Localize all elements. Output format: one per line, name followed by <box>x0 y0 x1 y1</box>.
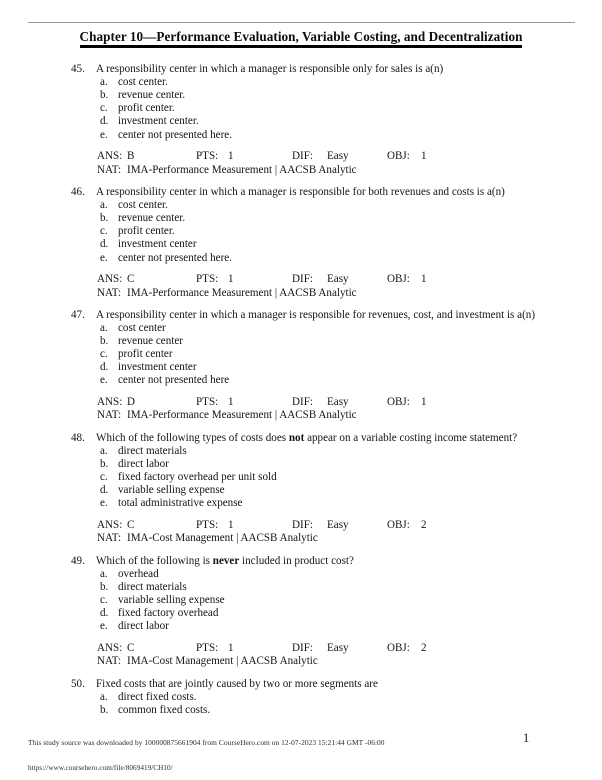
answer-option-letter: a. <box>100 322 108 335</box>
answer-option[interactable] <box>0 102 602 115</box>
answer-option-text: profit center. <box>118 102 175 115</box>
question-number: 48. <box>71 431 85 444</box>
difficulty-label: DIF: <box>292 273 313 286</box>
points-label: PTS: <box>196 150 219 163</box>
answer-option-letter: b. <box>100 458 109 471</box>
answer-option-text: profit center <box>118 348 173 361</box>
question-number: 45. <box>71 63 85 75</box>
nat-label: NAT: <box>97 163 122 176</box>
metadata-row-national-standard <box>0 287 602 300</box>
answer-label: ANS: <box>97 150 123 163</box>
answer-value: C <box>127 519 135 532</box>
nat-label: NAT: <box>97 655 122 668</box>
difficulty-label: DIF: <box>292 641 313 654</box>
nat-value: IMA-Performance Measurement | AACSB Analytic <box>127 286 357 299</box>
nat-label: NAT: <box>97 286 122 299</box>
answer-option-text: common fixed costs. <box>118 704 211 717</box>
answer-option-text: direct fixed costs. <box>118 690 197 703</box>
answer-option[interactable] <box>0 212 602 225</box>
difficulty-label: DIF: <box>292 519 313 532</box>
question-text: Which of the following is never included in product cost? <box>96 554 354 567</box>
answer-option-text: cost center. <box>118 76 168 89</box>
answer-option-text: profit center. <box>118 225 175 238</box>
answer-option[interactable] <box>0 129 602 142</box>
question-number: 47. <box>71 308 85 321</box>
points-value: 1 <box>228 150 234 163</box>
answer-option[interactable] <box>0 322 602 335</box>
page-title-text: Chapter 10—Performance Evaluation, Variable Costing, and Decentralization <box>80 29 523 48</box>
points-value: 1 <box>228 519 234 532</box>
objective-value: 1 <box>421 396 427 409</box>
objective-value: 2 <box>421 519 427 532</box>
answer-option[interactable] <box>0 497 602 510</box>
answer-option-letter: a. <box>100 690 108 703</box>
objective-value: 1 <box>421 273 427 286</box>
question-number: 50. <box>71 677 85 690</box>
difficulty-label: DIF: <box>292 150 313 163</box>
question-stem-row <box>0 555 602 568</box>
answer-option-letter: a. <box>100 568 108 581</box>
points-label: PTS: <box>196 273 219 286</box>
question-stem-row <box>0 309 602 322</box>
answer-option-letter: b. <box>100 212 109 225</box>
answer-option[interactable] <box>0 374 602 387</box>
metadata-row-national-standard <box>0 409 602 422</box>
answer-option-letter: d. <box>100 484 109 497</box>
answer-option-letter: a. <box>100 76 108 89</box>
answer-option[interactable] <box>0 238 602 251</box>
answer-option-text: investment center <box>118 238 197 251</box>
answer-option[interactable] <box>0 581 602 594</box>
question-list <box>0 63 602 726</box>
answer-option-text: investment center <box>118 361 197 374</box>
nat-value: IMA-Cost Management | AACSB Analytic <box>127 655 318 668</box>
question-metadata <box>0 519 602 546</box>
answer-value: D <box>127 396 136 409</box>
answer-option-text: direct materials <box>118 445 187 458</box>
answer-option-text: center not presented here. <box>118 251 232 264</box>
objective-value: 1 <box>421 150 427 163</box>
answer-option[interactable] <box>0 594 602 607</box>
question-block <box>0 678 602 717</box>
question-number: 49. <box>71 554 85 567</box>
answer-option-text: cost center. <box>118 199 168 212</box>
question-emphasis: not <box>288 431 305 444</box>
question-text: Which of the following types of costs does not appear on a variable costing income statement? <box>96 431 518 444</box>
question-metadata <box>0 150 602 177</box>
question-text: A responsibility center in which a manager is responsible only for sales is a(n) <box>96 63 444 75</box>
answer-option-text: direct labor <box>118 458 169 471</box>
points-value: 1 <box>228 273 234 286</box>
answer-option-letter: b. <box>100 89 109 102</box>
answer-option-text: investment center. <box>118 115 199 128</box>
answer-option-letter: b. <box>100 704 109 717</box>
answer-option[interactable] <box>0 691 602 704</box>
answer-option-letter: e. <box>100 620 108 633</box>
metadata-row-primary <box>0 273 602 286</box>
question-block <box>0 309 602 423</box>
objective-label: OBJ: <box>387 519 410 532</box>
answer-option-text: total administrative expense <box>118 497 243 510</box>
question-stem-row <box>0 678 602 691</box>
answer-option[interactable] <box>0 704 602 717</box>
difficulty-value: Easy <box>327 396 349 409</box>
answer-option-letter: a. <box>100 199 108 212</box>
question-text: A responsibility center in which a manager is responsible for revenues, cost, and investment is a(n) <box>96 308 536 321</box>
nat-label: NAT: <box>97 532 122 545</box>
answer-option-text: revenue center. <box>118 212 186 225</box>
answer-option[interactable] <box>0 348 602 361</box>
header-divider <box>28 22 575 23</box>
answer-option-letter: e. <box>100 128 108 141</box>
question-block <box>0 555 602 669</box>
answer-option[interactable] <box>0 89 602 102</box>
difficulty-value: Easy <box>327 519 349 532</box>
objective-label: OBJ: <box>387 150 410 163</box>
answer-option-letter: e. <box>100 374 108 387</box>
answer-option-text: direct labor <box>118 620 169 633</box>
question-block <box>0 432 602 546</box>
question-stem-row <box>0 432 602 445</box>
answer-option[interactable] <box>0 445 602 458</box>
answer-label: ANS: <box>97 273 123 286</box>
metadata-row-national-standard <box>0 655 602 668</box>
answer-option-letter: e. <box>100 497 108 510</box>
objective-label: OBJ: <box>387 641 410 654</box>
answer-option[interactable] <box>0 361 602 374</box>
answer-option-letter: c. <box>100 102 108 115</box>
question-stem-row <box>0 186 602 199</box>
answer-option-letter: d. <box>100 361 109 374</box>
question-metadata <box>0 396 602 423</box>
answer-option[interactable] <box>0 199 602 212</box>
answer-option[interactable] <box>0 620 602 633</box>
points-value: 1 <box>228 641 234 654</box>
points-label: PTS: <box>196 396 219 409</box>
answer-label: ANS: <box>97 396 123 409</box>
answer-label: ANS: <box>97 519 123 532</box>
answer-option[interactable] <box>0 76 602 89</box>
metadata-row-primary <box>0 519 602 532</box>
answer-value: C <box>127 641 135 654</box>
answer-option[interactable] <box>0 458 602 471</box>
source-url-link[interactable]: https://www.coursehero.com/file/8069419/CH10/ <box>28 764 173 772</box>
answer-option-text: revenue center. <box>118 89 186 102</box>
question-metadata <box>0 273 602 300</box>
answer-option-text: center not presented here. <box>118 128 232 141</box>
download-watermark-note: This study source was downloaded by 100000875661904 from CourseHero.com on 12-07-2023 15:21:44 GMT -06:00 <box>28 738 385 747</box>
answer-option-text: cost center <box>118 322 166 335</box>
nat-value: IMA-Cost Management | AACSB Analytic <box>127 532 318 545</box>
answer-option-text: fixed factory overhead <box>118 607 219 620</box>
answer-value: B <box>127 150 135 163</box>
metadata-row-primary <box>0 642 602 655</box>
answer-option[interactable] <box>0 225 602 238</box>
answer-option-letter: c. <box>100 471 108 484</box>
answer-option-letter: c. <box>100 594 108 607</box>
answer-option[interactable] <box>0 568 602 581</box>
question-block <box>0 63 602 177</box>
objective-label: OBJ: <box>387 396 410 409</box>
answer-option-letter: d. <box>100 607 109 620</box>
difficulty-value: Easy <box>327 641 349 654</box>
objective-value: 2 <box>421 641 427 654</box>
nat-label: NAT: <box>97 409 122 422</box>
question-emphasis: never <box>212 554 240 567</box>
answer-option-letter: c. <box>100 225 108 238</box>
answer-option[interactable] <box>0 484 602 497</box>
points-label: PTS: <box>196 641 219 654</box>
question-block <box>0 186 602 300</box>
question-text: A responsibility center in which a manager is responsible for both revenues and costs is a(n) <box>96 185 505 198</box>
answer-option-letter: b. <box>100 581 109 594</box>
metadata-row-primary <box>0 396 602 409</box>
answer-option-text: direct materials <box>118 581 187 594</box>
answer-option[interactable] <box>0 115 602 128</box>
nat-value: IMA-Performance Measurement | AACSB Analytic <box>127 163 357 176</box>
answer-option-letter: b. <box>100 335 109 348</box>
answer-option-letter: a. <box>100 445 108 458</box>
answer-option-letter: d. <box>100 238 109 251</box>
answer-option[interactable] <box>0 471 602 484</box>
difficulty-label: DIF: <box>292 396 313 409</box>
answer-option[interactable] <box>0 252 602 265</box>
answer-option-text: variable selling expense <box>118 594 225 607</box>
nat-value: IMA-Performance Measurement | AACSB Analytic <box>127 409 357 422</box>
difficulty-value: Easy <box>327 150 349 163</box>
page-title <box>0 29 602 45</box>
answer-option-letter: e. <box>100 251 108 264</box>
points-label: PTS: <box>196 519 219 532</box>
answer-label: ANS: <box>97 641 123 654</box>
answer-option-text: variable selling expense <box>118 484 225 497</box>
points-value: 1 <box>228 396 234 409</box>
objective-label: OBJ: <box>387 273 410 286</box>
answer-option-letter: c. <box>100 348 108 361</box>
answer-option-letter: d. <box>100 115 109 128</box>
answer-option-text: revenue center <box>118 335 183 348</box>
question-number: 46. <box>71 185 85 198</box>
question-stem-row <box>0 63 602 76</box>
answer-option[interactable] <box>0 335 602 348</box>
metadata-row-national-standard <box>0 532 602 545</box>
metadata-row-national-standard <box>0 164 602 177</box>
question-metadata <box>0 642 602 669</box>
answer-option-text: fixed factory overhead per unit sold <box>118 471 277 484</box>
answer-option[interactable] <box>0 607 602 620</box>
answer-option-text: overhead <box>118 568 159 581</box>
question-text: Fixed costs that are jointly caused by two or more segments are <box>96 677 378 690</box>
answer-value: C <box>127 273 135 286</box>
answer-option-text: center not presented here <box>118 374 230 387</box>
page-number: 1 <box>523 731 530 745</box>
difficulty-value: Easy <box>327 273 349 286</box>
metadata-row-primary <box>0 150 602 163</box>
